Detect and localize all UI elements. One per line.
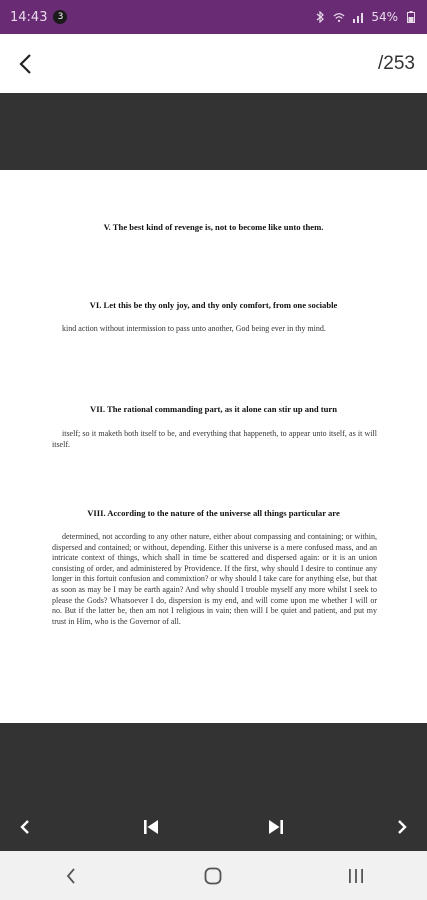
page-indicator: /253 [378, 52, 415, 74]
battery-percentage: 54% [371, 10, 398, 24]
status-right [314, 10, 417, 24]
page-navigation [0, 812, 427, 842]
section-body: itself; so it maketh both itself to be, and everything that happeneth, to appear unto itself, as it will itself. [52, 429, 377, 449]
status-time: 14:43 [10, 9, 48, 25]
chevron-left-icon [20, 819, 30, 835]
reader-controls-panel [0, 723, 427, 851]
status-bar [0, 0, 427, 34]
recent-apps-icon [347, 868, 365, 884]
section-body: determined, not according to any other nature, either about compassing and containing; or within, dispersed and contained; or without, depending. Either this universe is a mere confused mass, and an intricate context of things, which shall in time be scattered and dispersed again: or it is an union consisting of order, and administered by Providence. If the first, why should I desire to continue any longer in this fortuit confusion and commixtion? or why should I take care for anything else, but that as soon as may be I may be earth again? And why should I trouble myself any more whilst I seek to please the Gods? Whatsoever I do, dispersion is my end, and will come upon me whether I will or no. But if the latter be, then am not I religious in vain; then will I be quiet and patient, and put my trust in Him, who is the Governor of all. [52, 532, 377, 626]
bluetooth-icon [314, 11, 326, 23]
section-heading: V. The best kind of revenge is, not to become like unto them. [103, 222, 324, 232]
system-recents-button[interactable] [336, 856, 376, 896]
status-left [10, 10, 67, 25]
viewer-top-margin [0, 93, 427, 170]
document-page [0, 170, 427, 723]
next-page-button[interactable] [387, 812, 417, 842]
wifi-icon [333, 11, 345, 23]
section-heading: VIII. According to the nature of the universe all things particular are [87, 508, 340, 518]
first-page-button[interactable] [136, 812, 166, 842]
chevron-left-icon [66, 867, 76, 885]
section-heading: VI. Let this be thy only joy, and thy only comfort, from one sociable [89, 300, 338, 310]
skip-next-icon [267, 819, 285, 835]
section-heading: VII. The rational commanding part, as it alone can stir up and turn [89, 404, 338, 414]
app-bar [0, 34, 427, 93]
system-navigation-bar [0, 851, 427, 900]
back-button[interactable] [14, 53, 36, 75]
last-page-button[interactable] [261, 812, 291, 842]
system-back-button[interactable] [51, 856, 91, 896]
signal-icon [352, 11, 364, 23]
skip-previous-icon [142, 819, 160, 835]
notification-badge: 3 [53, 10, 67, 24]
battery-icon [405, 11, 417, 23]
home-icon [204, 867, 222, 885]
section-body: kind action without intermission to pass unto another, God being ever in thy mind. [62, 324, 326, 333]
chevron-left-icon [18, 53, 32, 75]
chevron-right-icon [397, 819, 407, 835]
previous-page-button[interactable] [10, 812, 40, 842]
system-home-button[interactable] [193, 856, 233, 896]
